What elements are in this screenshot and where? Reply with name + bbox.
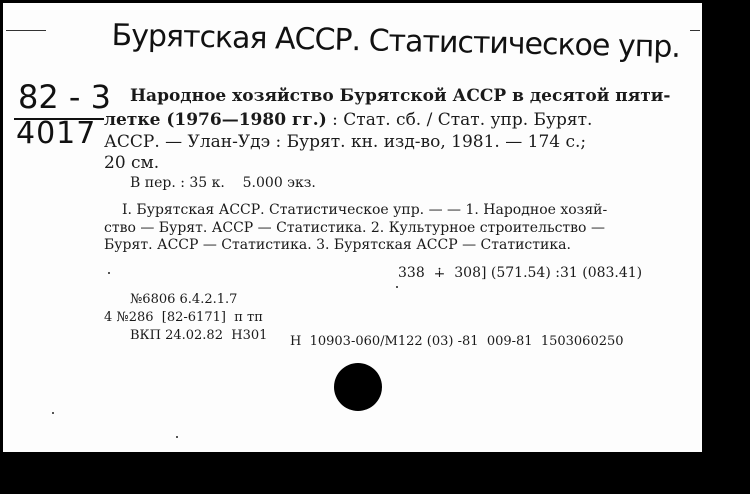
scan-speck [396, 286, 398, 288]
entry-title-statement: : Стат. сб. / Стат. упр. Бурят. [326, 110, 593, 130]
entry-price: В пер. : 35 к. 5.000 экз. [130, 175, 316, 191]
shelfmark-line-2: 4017 [16, 116, 97, 151]
card-top-edge [0, 0, 702, 3]
code-line-1: №6806 6.4.2.1.7 [130, 292, 238, 307]
handwritten-heading: Бурятская АССР. Статистическое упр. [111, 18, 681, 65]
margin-dash-left [6, 30, 46, 31]
scan-speck [176, 436, 178, 438]
tracing-line-3: Бурят. АССР — Статистика. 3. Бурятская АССР — Статистика. [104, 237, 571, 253]
margin-dash-right [690, 30, 700, 31]
index-code-line: Н 10903-060/М122 (03) -81 009-81 1503060250 [290, 334, 624, 349]
tracing-line-2: ство — Бурят. АССР — Статистика. 2. Культурное строительство — [104, 220, 605, 236]
scan-speck [52, 412, 54, 414]
entry-title-line-1: Народное хозяйство Бурятской АССР в десятой пяти- [130, 86, 671, 106]
tracing-line-1: I. Бурятская АССР. Статистическое упр. — — 1. Народное хозяй- [122, 202, 608, 218]
udc-classification: 338 ∔ 308] (571.54) :31 (083.41) [398, 265, 643, 281]
code-line-2: 4 №286 [82-6171] п тп [104, 310, 263, 325]
entry-title-continued: летке (1976—1980 гг.) [104, 110, 327, 130]
shelfmark-line-1: 82 - 3 [18, 78, 111, 116]
card-punch-hole [334, 363, 382, 411]
code-line-3: ВКП 24.02.82 Н301 [130, 328, 268, 343]
entry-size: 20 см. [104, 153, 160, 173]
card-left-edge [0, 0, 3, 452]
entry-title-line-2 [104, 110, 592, 130]
scan-speck [108, 272, 110, 274]
entry-imprint: АССР. — Улан-Удэ : Бурят. кн. изд-во, 1981. — 174 с.; [104, 132, 587, 152]
